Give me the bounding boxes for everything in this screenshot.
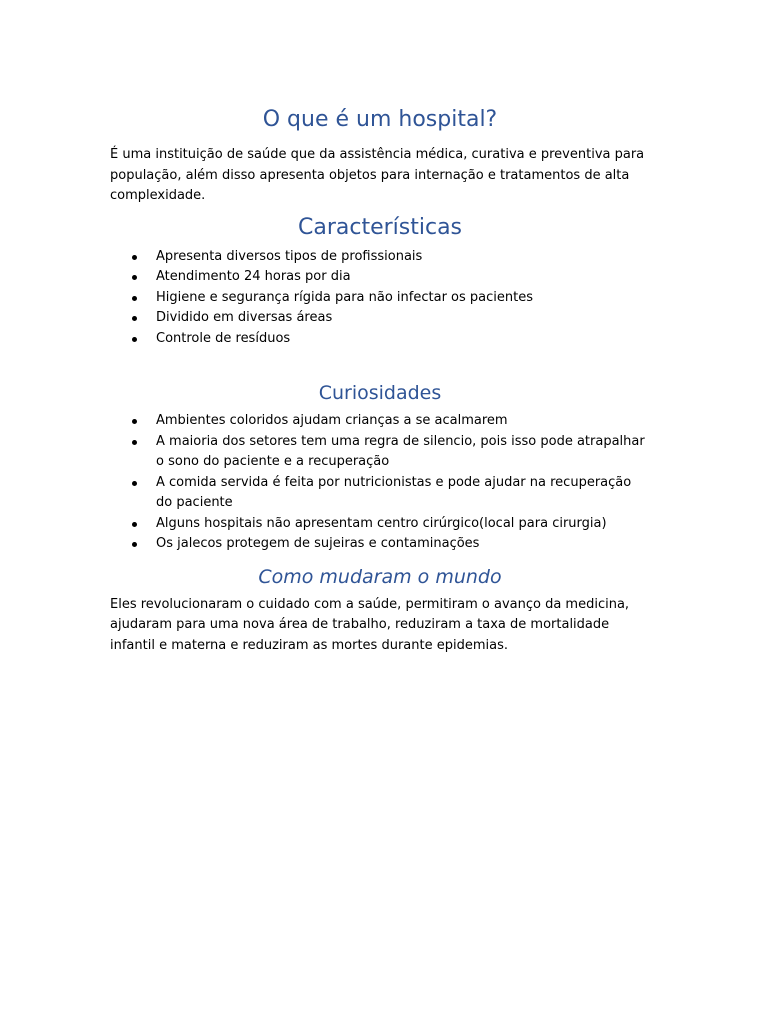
bullet-icon [132, 522, 137, 527]
list-item-text: Apresenta diversos tipos de profissionais [156, 248, 423, 264]
list-item-text: Dividido em diversas áreas [156, 310, 333, 325]
bullet-icon [132, 542, 137, 547]
list-item-text: Os jalecos protegem de sujeiras e contaminações [156, 536, 480, 551]
list-item-text: Ambientes coloridos ajudam crianças a se acalmarem [156, 413, 508, 428]
bullet-icon [132, 255, 137, 260]
list-item [110, 514, 650, 535]
bullet-icon [132, 481, 137, 486]
list-item-text: Higiene e segurança rígida para não infectar os pacientes [156, 289, 533, 305]
bullet-icon [132, 337, 137, 342]
list-item [110, 473, 650, 514]
closing-paragraph: Eles revolucionaram o cuidado com a saúde, permitiram o avanço da medicina, ajudaram para uma nova área de trabalho, reduziram a taxa de mortalidade infantil e materna e reduziram as mortes durante epidemias. [110, 596, 630, 653]
section-heading-como-mudaram: Como mudaram o mundo [258, 565, 502, 588]
list-item-text: A maioria dos setores tem uma regra de silencio, pois isso pode atrapalhar o sono do paciente e a recuperação [156, 433, 645, 469]
bullet-icon [132, 440, 137, 445]
document-content [110, 105, 650, 656]
list-item-text: A comida servida é feita por nutricionistas e pode ajudar na recuperação do paciente [156, 474, 632, 510]
list-item [110, 534, 650, 555]
bullet-icon [132, 419, 137, 424]
curiosidades-list [110, 411, 650, 555]
list-item [110, 329, 650, 350]
section-heading-curiosidades: Curiosidades [318, 382, 442, 404]
bullet-icon [132, 275, 137, 280]
list-item [110, 267, 650, 288]
list-item [110, 247, 650, 268]
bullet-icon [132, 316, 137, 321]
caracteristicas-list [110, 247, 650, 350]
page-title: O que é um hospital? [262, 107, 498, 132]
intro-paragraph: É uma instituição de saúde que da assistência médica, curativa e preventiva para população, além disso apresenta objetos para internação e tratamentos de alta complexidade. [110, 147, 645, 203]
list-item [110, 432, 650, 473]
bullet-icon [132, 296, 137, 301]
list-item [110, 411, 650, 432]
list-item-text: Atendimento 24 horas por dia [156, 269, 351, 284]
section-heading-caracteristicas: Características [297, 214, 463, 240]
list-item-text: Alguns hospitais não apresentam centro cirúrgico(local para cirurgia) [156, 515, 607, 531]
list-item [110, 308, 650, 329]
list-item-text: Controle de resíduos [156, 330, 291, 346]
list-item [110, 288, 650, 309]
